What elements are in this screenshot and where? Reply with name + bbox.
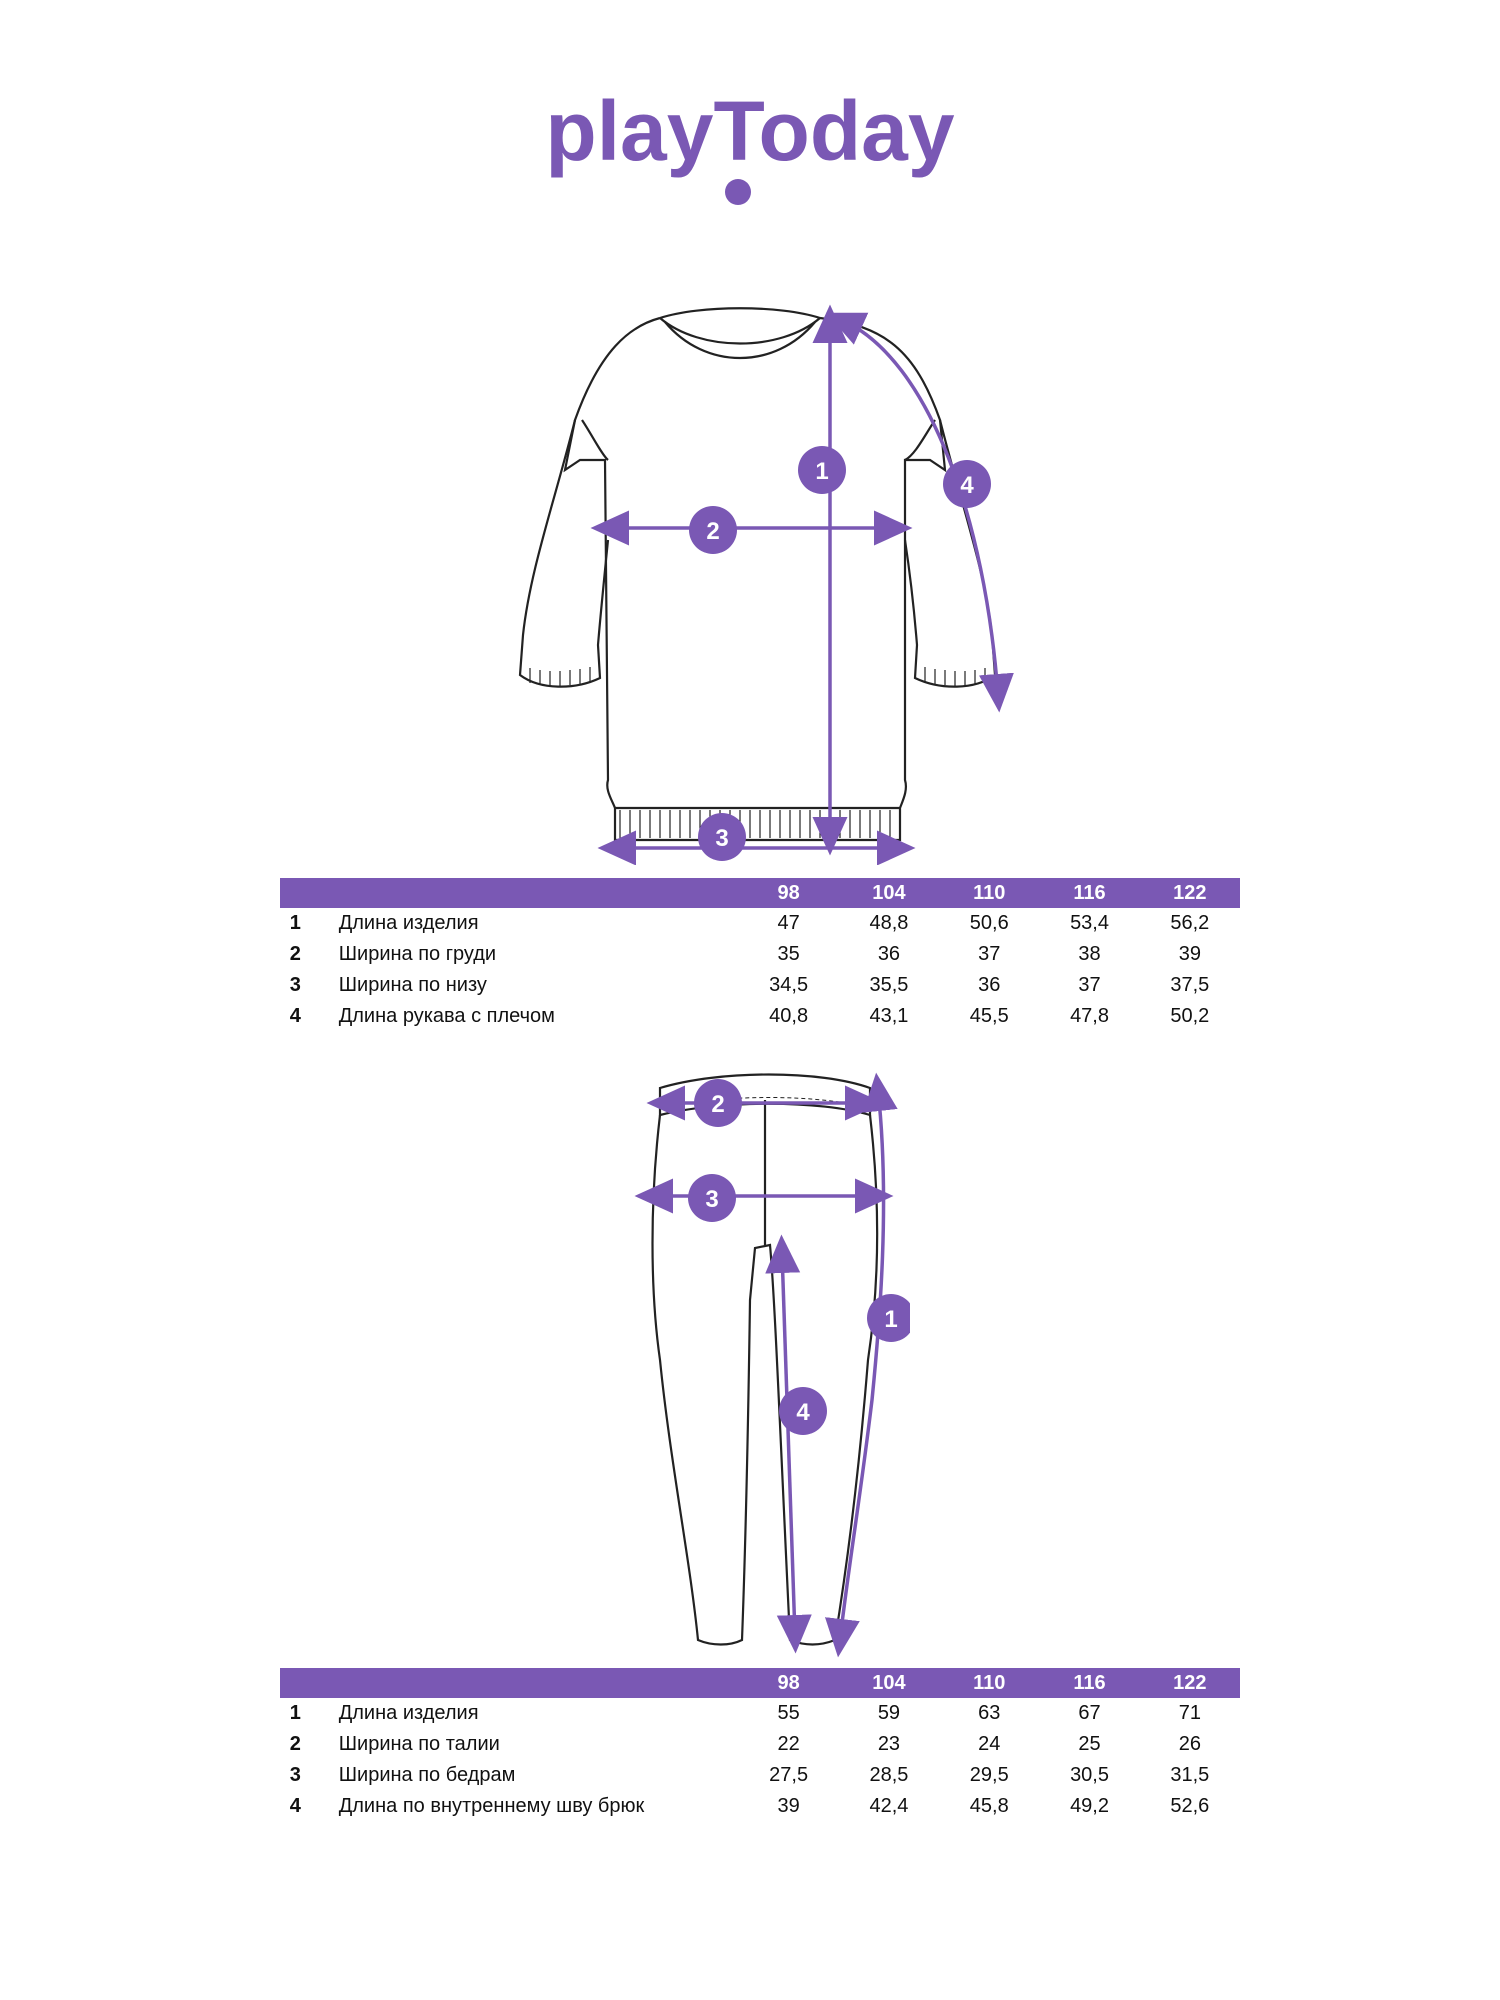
- measure-value: 45,8: [969, 1795, 1009, 1817]
- measure-value: 49,2: [1070, 1795, 1109, 1817]
- row-number: 3: [289, 1764, 301, 1786]
- marker-1: [867, 1294, 910, 1342]
- sweatshirt-measure-lines: [608, 320, 998, 848]
- measure-value: 50,2: [1170, 1005, 1210, 1027]
- sweatshirt-ribbing: [530, 667, 985, 838]
- table-row: [280, 1791, 1240, 1822]
- sweatshirt-markers: [689, 446, 991, 861]
- measure-value: 50,6: [969, 912, 1009, 934]
- measure-value: 43,1: [869, 1005, 909, 1027]
- brand-logo: [0, 0, 1500, 220]
- svg-text:1: 1: [815, 458, 829, 485]
- sweatshirt-size-table: [280, 878, 1240, 1032]
- row-number: 1: [289, 912, 301, 934]
- measure-value: 35,5: [869, 974, 909, 996]
- svg-text:4: 4: [960, 472, 974, 499]
- measure-name: Ширина по талии: [338, 1733, 500, 1755]
- measure-name: Ширина по низу: [338, 974, 487, 996]
- marker-4: [779, 1387, 827, 1435]
- row-number: 3: [289, 974, 301, 996]
- size-header: 122: [1173, 1671, 1207, 1694]
- measure-value: 36: [877, 943, 901, 965]
- measure-value: 37: [1078, 974, 1101, 996]
- measure-value: 30,5: [1070, 1764, 1109, 1786]
- leggings-drawing: [620, 1065, 910, 1665]
- size-header: 116: [1073, 1671, 1106, 1694]
- sweatshirt-drawing: [500, 295, 1020, 865]
- measure-name: Ширина по груди: [338, 943, 497, 965]
- measure-name: Ширина по бедрам: [338, 1764, 516, 1786]
- measure-value: 47,8: [1070, 1005, 1109, 1027]
- brand-logo-dot: [725, 179, 751, 205]
- marker-3: [688, 1174, 736, 1222]
- measure-name: Длина изделия: [338, 1702, 479, 1724]
- marker-1: [798, 446, 846, 494]
- size-header: 122: [1173, 881, 1207, 904]
- measure-value: 37: [978, 943, 1001, 965]
- sweatshirt-outline: [520, 308, 995, 840]
- table-row: [280, 908, 1240, 939]
- svg-text:4: 4: [796, 1399, 810, 1426]
- measure-value: 40,8: [769, 1005, 809, 1027]
- measure-value: 71: [1178, 1702, 1201, 1724]
- marker-3: [698, 813, 746, 861]
- svg-text:2: 2: [711, 1091, 725, 1118]
- measure-value: 34,5: [769, 974, 809, 996]
- size-header: 104: [872, 1671, 906, 1694]
- row-number: 2: [289, 1733, 301, 1755]
- svg-text:3: 3: [715, 825, 729, 852]
- brand-logo-text: playToday: [545, 84, 955, 178]
- size-header: 116: [1073, 881, 1106, 904]
- measure-value: 67: [1078, 1702, 1101, 1724]
- row-number: 1: [289, 1702, 301, 1724]
- marker-2: [689, 506, 737, 554]
- size-header: 110: [973, 881, 1006, 904]
- table-row: [280, 970, 1240, 1001]
- table-row: [280, 1729, 1240, 1760]
- measure-value: 37,5: [1170, 974, 1210, 996]
- measure-value: 48,8: [869, 912, 909, 934]
- svg-text:2: 2: [706, 518, 720, 545]
- table-header-row: [280, 878, 1240, 908]
- measure-value: 22: [777, 1733, 800, 1755]
- measure-value: 59: [877, 1702, 901, 1724]
- size-header: 110: [973, 1671, 1006, 1694]
- measure-value: 47: [777, 912, 800, 934]
- table-header-row: [280, 1668, 1240, 1698]
- measure-name: Длина изделия: [338, 912, 479, 934]
- table-row: [280, 1001, 1240, 1032]
- marker-2: [694, 1079, 742, 1127]
- measure-name: Длина по внутреннему шву брюк: [338, 1795, 645, 1817]
- marker-4: [943, 460, 991, 508]
- size-header: 104: [872, 881, 906, 904]
- measure-value: 36: [978, 974, 1001, 996]
- size-header: 98: [777, 881, 800, 904]
- measure-value: 53,4: [1070, 912, 1109, 934]
- measure-value: 29,5: [969, 1764, 1009, 1786]
- measure-value: 31,5: [1170, 1764, 1210, 1786]
- measure-value: 39: [1178, 943, 1201, 965]
- measure-value: 27,5: [769, 1764, 809, 1786]
- measure-value: 63: [978, 1702, 1001, 1724]
- measure-name: Длина рукава с плечом: [338, 1005, 555, 1027]
- row-number: 4: [289, 1005, 301, 1027]
- measure-value: 52,6: [1170, 1795, 1210, 1817]
- measure-value: 39: [777, 1795, 800, 1817]
- measure-value: 28,5: [869, 1764, 909, 1786]
- measure-value: 35: [777, 943, 800, 965]
- measure-value: 25: [1078, 1733, 1101, 1755]
- table-row: [280, 1698, 1240, 1729]
- leggings-size-table: [280, 1668, 1240, 1822]
- row-number: 4: [289, 1795, 301, 1817]
- svg-text:1: 1: [884, 1306, 898, 1333]
- table-row: [280, 1760, 1240, 1791]
- measure-value: 45,5: [969, 1005, 1009, 1027]
- measure-value: 24: [978, 1733, 1001, 1755]
- table-row: [280, 939, 1240, 970]
- measure-value: 26: [1178, 1733, 1201, 1755]
- measure-value: 55: [777, 1702, 800, 1724]
- measure-value: 23: [877, 1733, 901, 1755]
- leggings-outline: [653, 1075, 878, 1645]
- row-number: 2: [289, 943, 301, 965]
- measure-value: 42,4: [869, 1795, 909, 1817]
- measure-value: 56,2: [1170, 912, 1210, 934]
- svg-text:3: 3: [705, 1186, 719, 1213]
- size-header: 98: [777, 1671, 800, 1694]
- measure-value: 38: [1078, 943, 1101, 965]
